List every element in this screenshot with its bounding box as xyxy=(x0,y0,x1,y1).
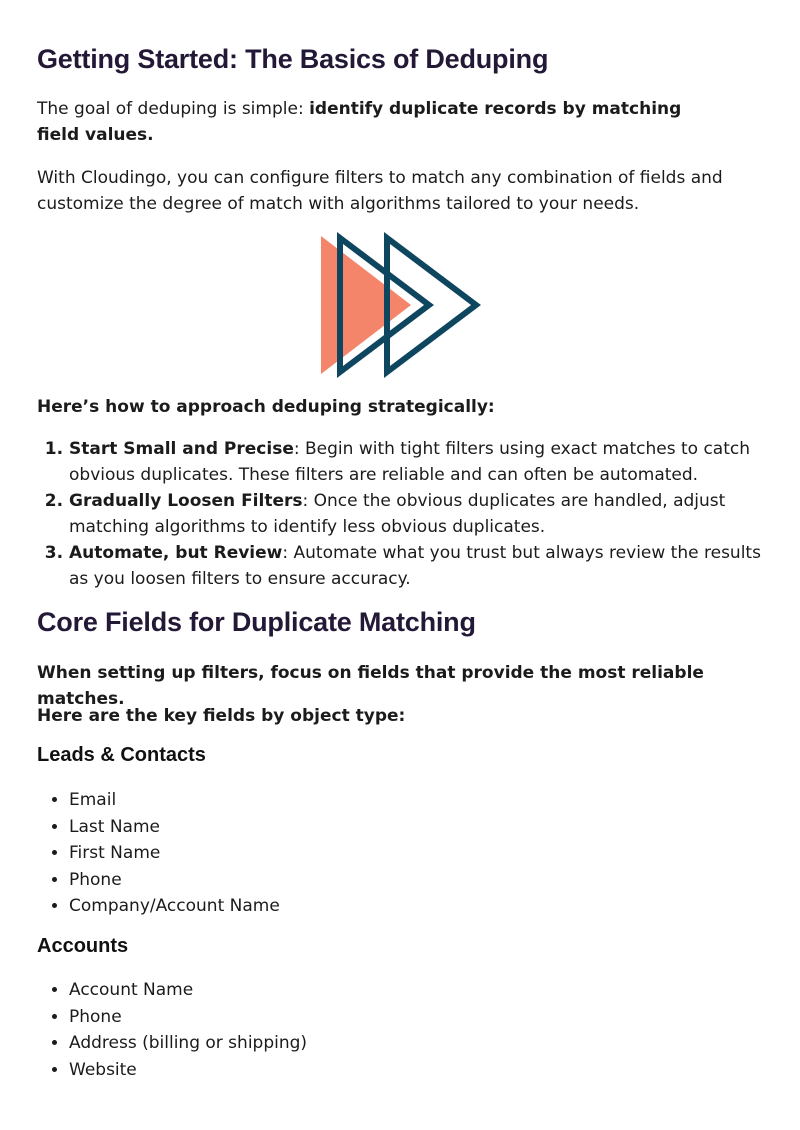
play-arrows-icon xyxy=(319,232,481,378)
goal-bold: identify duplicate records by matching field values. xyxy=(37,99,682,145)
list-item xyxy=(69,540,763,592)
list-item xyxy=(69,436,763,488)
list-item: • Last Name xyxy=(69,814,280,841)
step-text: : Automate what you trust but always review the results as you loosen filters to ensure accuracy. xyxy=(69,543,761,589)
list-item: • Website xyxy=(69,1057,307,1084)
step-text: : Begin with tight filters using exact matches to catch obvious duplicates. These filters are reliable and can often be automated. xyxy=(69,439,751,485)
leads-contacts-heading: Leads & Contacts xyxy=(37,744,206,766)
cloudingo-paragraph: With Cloudingo, you can configure filters to match any combination of fields and customize the degree of match with algorithms tailored to your needs. xyxy=(37,168,723,214)
step-title: Gradually Loosen Filters xyxy=(69,491,303,511)
goal-paragraph xyxy=(37,96,727,148)
goal-intro: The goal of deduping is simple: xyxy=(37,99,310,119)
focus-paragraph: When setting up filters, focus on fields that provide the most reliable matches. xyxy=(37,663,704,709)
list-item xyxy=(69,488,763,540)
leads-fields-list xyxy=(37,787,280,920)
section-heading-getting-started: Getting Started: The Basics of Deduping xyxy=(37,44,549,74)
accounts-heading: Accounts xyxy=(37,935,129,957)
step-text: : Once the obvious duplicates are handled, adjust matching algorithms to identify less obvious duplicates. xyxy=(69,491,726,537)
step-title: Start Small and Precise xyxy=(69,439,294,459)
list-item: • Company/Account Name xyxy=(69,893,280,920)
section-heading-core-fields: Core Fields for Duplicate Matching xyxy=(37,607,476,637)
list-item: • Account Name xyxy=(69,977,307,1004)
list-item: • First Name xyxy=(69,840,280,867)
list-item: • Phone xyxy=(69,1004,307,1031)
play-arrows-svg xyxy=(319,232,481,378)
key-fields-paragraph: Here are the key fields by object type: xyxy=(37,706,406,726)
steps-list xyxy=(37,436,763,592)
accounts-fields-list xyxy=(37,977,307,1083)
step-title: Automate, but Review xyxy=(69,543,283,563)
list-item: • Phone xyxy=(69,867,280,894)
approach-heading: Here’s how to approach deduping strategically: xyxy=(37,397,495,417)
list-item: • Email xyxy=(69,787,280,814)
list-item: • Address (billing or shipping) xyxy=(69,1030,307,1057)
